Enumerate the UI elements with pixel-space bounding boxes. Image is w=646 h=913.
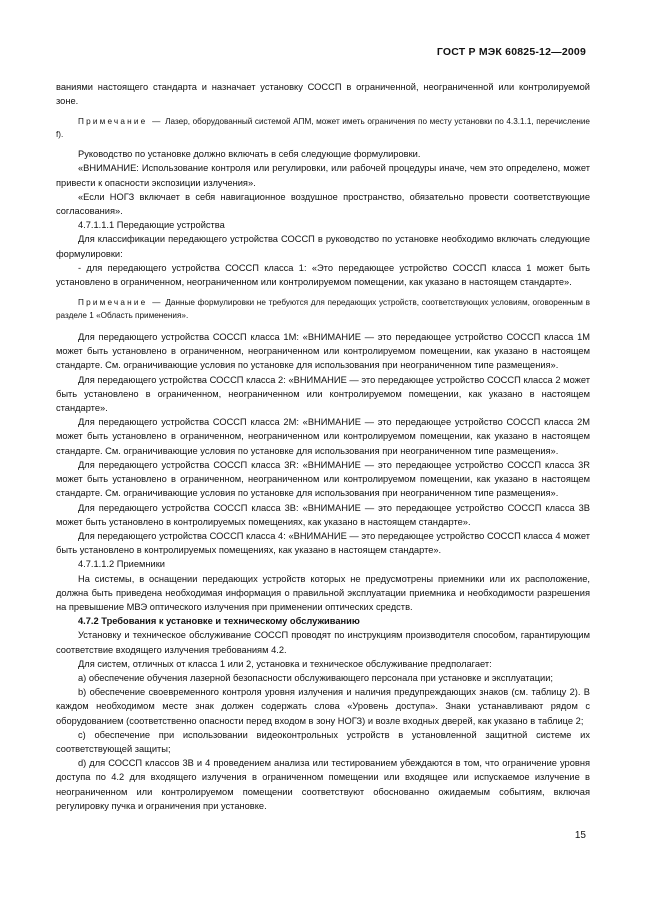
paragraph: Для классификации передающего устройства СОССП в руководство по установке необходимо включать следующие формулировки: [56,234,590,259]
paragraph: Для передающего устройства СОССП класса 3R: «ВНИМАНИЕ — это передающее устройство СОССП класса 3R может быть установлено в ограниченном, неограниченном или контролируемом помещении, как указано в настоящем стандарте. См. ограничивающие условия по установке для использования при неограниченном типе размещения». [56,459,590,499]
paragraph: - для передающего устройства СОССП класса 1: «Это передающее устройство СОССП класса 1 может быть установлено в ограниченном, неограниченном или контролируемом помещении, как указано в настоящем стандарте». [56,262,590,288]
document-body [56,80,590,813]
note-text: Данные формулировки не требуются для передающих устройств, соответствующих условиям, оговоренным в разделе 1 «Область применения». [56,298,590,320]
section-heading: 4.7.2 Требования к установке и техническому обслуживанию [78,616,360,627]
note [56,116,590,141]
note-label: Примечание — [78,117,163,127]
document-header: ГОСТ Р МЭК 60825-12—2009 [436,46,586,58]
page-number: 15 [574,830,586,841]
paragraph: На системы, в оснащении передающих устройств которых не предусмотрены приемники или их расположение, должна быть приведена необходимая информация о правильной эксплуатации приемника и необходимости разрешения на превышение МВЭ оптического излучения при применении оптических средств. [56,573,590,612]
paragraph: «Если НОГЗ включает в себя навигационное воздушное пространство, обязательно провести соответствующие согласования». [56,191,590,217]
list-item: b) обеспечение своевременного контроля уровня излучения и наличия предупреждающих знаков (см. таблицу 2). В каждом необходимом месте знак должен содержать слова «Уровень доступа». Знаки устанавливают рядом с оборудованием (соответственно опасности перед входом в зону НОГЗ) и возле входных дверей, как указано в таблице 2; [56,687,590,726]
subsection-heading: 4.7.1.1.1 Передающие устройства [78,220,225,231]
note-text: Лазер, оборудованный системой АПМ, может иметь ограничения по месту установки по 4.3.1.1, перечисление f). [56,117,590,139]
paragraph: Установку и техническое обслуживание СОССП проводят по инструкциям производителя способом, гарантирующим соответствие входящего излучения требованиям 4.2. [56,630,590,655]
note-label: Примечание — [78,298,163,308]
note [56,297,590,322]
paragraph: ваниями настоящего стандарта и назначает установку СОССП в ограниченной, неограниченной или контролируемой зоне. [56,82,590,107]
paragraph: Для передающего устройства СОССП класса 4: «ВНИМАНИЕ — это передающее устройство СОССП класса 4 может быть установлено в контролируемых помещениях, как указано в настоящем стандарте». [56,530,590,556]
paragraph: «ВНИМАНИЕ: Использование контроля или регулировки, или рабочей процедуры иначе, чем это определено, может привести к опасности экспозиции излучения». [56,163,590,188]
paragraph: Для передающего устройства СОССП класса 3B: «ВНИМАНИЕ — это передающее устройство СОССП класса 3B может быть установлено в контролируемых помещениях, как указано в настоящем стандарте». [56,502,590,527]
list-item: c) обеспечение при использовании видеоконтрольных устройств в установленной защитной системе их соответствующей защиты; [56,729,590,754]
paragraph: Для передающего устройства СОССП класса 2: «ВНИМАНИЕ — это передающее устройство СОССП класса 2 может быть установлено в ограниченном, неограниченном или контролируемом помещении, как указано в настоящем стандарте». [56,374,590,414]
list-item: а) обеспечение обучения лазерной безопасности обслуживающего персонала при установке и эксплуатации; [78,672,554,683]
list-item: d) для СОССП классов 3B и 4 проведением анализа или тестированием убеждаются в том, что ограничение уровня доступа по 4.2 для входящего излучения в ограниченном помещении или входящее или испускаемое излучение в неограниченном или контролируемом помещении соответствуют обоснованно ожидаемым событиям, включая регулировку пучка и ограничения при установке. [56,758,590,811]
paragraph: Для систем, отличных от класса 1 или 2, установка и техническое обслуживание предполагает: [78,658,492,669]
subsection-heading: 4.7.1.1.2 Приемники [78,559,165,570]
paragraph: Для передающего устройства СОССП класса 1M: «ВНИМАНИЕ — это передающее устройство СОССП класса 1M может быть установлено в ограниченном, неограниченном или контролируемом помещении, как указано в настоящем стандарте. См. ограничивающие условия по установке для использования при неограниченном типе размещения». [56,332,590,371]
paragraph: Руководство по установке должно включать в себя следующие формулировки. [78,149,421,160]
paragraph: Для передающего устройства СОССП класса 2M: «ВНИМАНИЕ — это передающее устройство СОССП класса 2M может быть установлено в ограниченном, неограниченном или контролируемом помещении, как указано в настоящем стандарте. См. ограничивающие условия по установке для использования при неограниченном типе размещения». [56,417,590,456]
